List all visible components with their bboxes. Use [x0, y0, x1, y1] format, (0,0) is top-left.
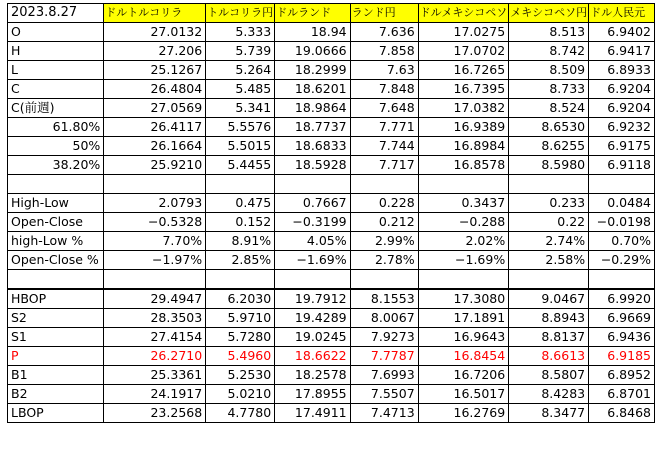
empty-cell[interactable] — [206, 270, 275, 290]
value-cell[interactable]: 7.858 — [350, 42, 418, 61]
value-cell[interactable]: 16.7395 — [418, 80, 509, 99]
value-cell[interactable]: 7.70% — [104, 232, 206, 251]
value-cell[interactable]: 24.1917 — [104, 385, 206, 404]
value-cell[interactable]: 17.1891 — [418, 309, 509, 328]
value-cell[interactable]: 19.0245 — [275, 328, 350, 347]
value-cell[interactable]: 17.3080 — [418, 289, 509, 309]
value-cell[interactable]: 16.8454 — [418, 347, 509, 366]
value-cell[interactable]: 16.5017 — [418, 385, 509, 404]
row-label[interactable]: HBOP — [8, 289, 104, 309]
value-cell[interactable]: 0.70% — [589, 232, 655, 251]
row-label[interactable]: L — [8, 61, 104, 80]
row-label[interactable]: B1 — [8, 366, 104, 385]
value-cell[interactable]: 17.0382 — [418, 99, 509, 118]
value-cell[interactable]: 27.0132 — [104, 23, 206, 42]
value-cell[interactable]: 6.9232 — [589, 118, 655, 137]
value-cell[interactable]: 18.6622 — [275, 347, 350, 366]
value-cell[interactable]: 2.02% — [418, 232, 509, 251]
value-cell[interactable]: 5.9710 — [206, 309, 275, 328]
value-cell[interactable]: 8.1553 — [350, 289, 418, 309]
table-body — [8, 4, 655, 423]
empty-cell[interactable] — [206, 175, 275, 194]
table-row — [8, 42, 655, 61]
value-cell[interactable]: 7.63 — [350, 61, 418, 80]
value-cell[interactable]: 19.7912 — [275, 289, 350, 309]
empty-row — [8, 270, 655, 290]
column-header[interactable]: メキシコペソ円 — [509, 4, 589, 23]
empty-cell[interactable] — [350, 175, 418, 194]
value-cell[interactable]: 2.58% — [509, 251, 589, 270]
empty-cell[interactable] — [275, 175, 350, 194]
value-cell[interactable]: 4.7780 — [206, 404, 275, 423]
value-cell[interactable]: 5.2530 — [206, 366, 275, 385]
value-cell[interactable]: 7.6993 — [350, 366, 418, 385]
value-cell[interactable]: 17.8955 — [275, 385, 350, 404]
value-cell[interactable]: 0.212 — [350, 213, 418, 232]
value-cell[interactable]: 6.9920 — [589, 289, 655, 309]
value-cell[interactable]: 6.8952 — [589, 366, 655, 385]
row-label[interactable]: C(前週) — [8, 99, 104, 118]
row-label[interactable]: H — [8, 42, 104, 61]
value-cell[interactable]: 16.7206 — [418, 366, 509, 385]
value-cell[interactable]: 26.4117 — [104, 118, 206, 137]
value-cell[interactable]: 6.8701 — [589, 385, 655, 404]
value-cell[interactable]: −0.29% — [589, 251, 655, 270]
value-cell[interactable]: 28.3503 — [104, 309, 206, 328]
value-cell[interactable]: 2.99% — [350, 232, 418, 251]
value-cell[interactable]: 0.233 — [509, 194, 589, 213]
value-cell[interactable]: 7.717 — [350, 156, 418, 175]
empty-cell[interactable] — [350, 270, 418, 290]
value-cell[interactable]: 4.05% — [275, 232, 350, 251]
value-cell[interactable]: 18.5928 — [275, 156, 350, 175]
value-cell[interactable]: 7.5507 — [350, 385, 418, 404]
value-cell[interactable]: 8.6613 — [509, 347, 589, 366]
column-header[interactable]: ドルトルコリラ — [104, 4, 206, 23]
value-cell[interactable]: 16.8578 — [418, 156, 509, 175]
value-cell[interactable]: 26.1664 — [104, 137, 206, 156]
value-cell[interactable]: −0.288 — [418, 213, 509, 232]
value-cell[interactable]: 8.733 — [509, 80, 589, 99]
value-cell[interactable]: 18.6833 — [275, 137, 350, 156]
value-cell[interactable]: 5.341 — [206, 99, 275, 118]
column-header[interactable]: ランド円 — [350, 4, 418, 23]
value-cell[interactable]: 16.2769 — [418, 404, 509, 423]
value-cell[interactable]: 6.9669 — [589, 309, 655, 328]
row-label[interactable]: 38.20% — [8, 156, 104, 175]
value-cell[interactable]: 7.744 — [350, 137, 418, 156]
value-cell[interactable]: 6.8468 — [589, 404, 655, 423]
table-row — [8, 404, 655, 423]
value-cell[interactable]: 8.8943 — [509, 309, 589, 328]
value-cell[interactable]: 8.513 — [509, 23, 589, 42]
empty-cell[interactable] — [509, 270, 589, 290]
value-cell[interactable]: 26.4804 — [104, 80, 206, 99]
value-cell[interactable]: 23.2568 — [104, 404, 206, 423]
empty-cell[interactable] — [104, 270, 206, 290]
row-label[interactable]: S2 — [8, 309, 104, 328]
value-cell[interactable]: −1.69% — [275, 251, 350, 270]
value-cell[interactable]: 6.2030 — [206, 289, 275, 309]
table-row — [8, 385, 655, 404]
empty-cell[interactable] — [8, 270, 104, 290]
value-cell[interactable]: 8.524 — [509, 99, 589, 118]
value-cell[interactable]: 17.0702 — [418, 42, 509, 61]
table-row — [8, 232, 655, 251]
column-header[interactable]: ドルランド — [275, 4, 350, 23]
value-cell[interactable]: 6.9204 — [589, 99, 655, 118]
row-label[interactable]: B2 — [8, 385, 104, 404]
value-cell[interactable]: 25.1267 — [104, 61, 206, 80]
value-cell[interactable]: 16.8984 — [418, 137, 509, 156]
value-cell[interactable]: 16.7265 — [418, 61, 509, 80]
value-cell[interactable]: 19.0666 — [275, 42, 350, 61]
column-header[interactable]: ドルメキシコペソ — [418, 4, 509, 23]
row-label[interactable]: LBOP — [8, 404, 104, 423]
value-cell[interactable]: 27.4154 — [104, 328, 206, 347]
table-row — [8, 156, 655, 175]
row-label[interactable]: C — [8, 80, 104, 99]
table-row — [8, 61, 655, 80]
fx-pivot-table — [7, 3, 655, 423]
value-cell[interactable]: 8.4283 — [509, 385, 589, 404]
value-cell[interactable]: −0.5328 — [104, 213, 206, 232]
value-cell[interactable]: 7.7787 — [350, 347, 418, 366]
value-cell[interactable]: 8.509 — [509, 61, 589, 80]
value-cell[interactable]: 17.0275 — [418, 23, 509, 42]
value-cell[interactable]: 9.0467 — [509, 289, 589, 309]
row-label[interactable]: High-Low — [8, 194, 104, 213]
value-cell[interactable]: 0.3437 — [418, 194, 509, 213]
value-cell[interactable]: 6.9185 — [589, 347, 655, 366]
empty-cell[interactable] — [275, 270, 350, 290]
empty-cell[interactable] — [589, 175, 655, 194]
value-cell[interactable]: 5.333 — [206, 23, 275, 42]
table-row — [8, 251, 655, 270]
value-cell[interactable]: 6.9436 — [589, 328, 655, 347]
empty-cell[interactable] — [589, 270, 655, 290]
value-cell[interactable]: 2.74% — [509, 232, 589, 251]
value-cell[interactable]: 5.264 — [206, 61, 275, 80]
value-cell[interactable]: −0.0198 — [589, 213, 655, 232]
column-header[interactable]: ドル人民元 — [589, 4, 655, 23]
value-cell[interactable]: 7.848 — [350, 80, 418, 99]
value-cell[interactable]: 7.9273 — [350, 328, 418, 347]
value-cell[interactable]: 8.5807 — [509, 366, 589, 385]
value-cell[interactable]: 2.78% — [350, 251, 418, 270]
empty-cell[interactable] — [418, 175, 509, 194]
table-row — [8, 309, 655, 328]
value-cell[interactable]: 18.7737 — [275, 118, 350, 137]
value-cell[interactable]: 8.0067 — [350, 309, 418, 328]
empty-cell[interactable] — [418, 270, 509, 290]
value-cell[interactable]: −1.69% — [418, 251, 509, 270]
value-cell[interactable]: 6.8933 — [589, 61, 655, 80]
empty-row — [8, 175, 655, 194]
table-row — [8, 80, 655, 99]
date-cell[interactable]: 2023.8.27 — [8, 4, 104, 23]
empty-cell[interactable] — [8, 175, 104, 194]
row-label[interactable]: O — [8, 23, 104, 42]
value-cell[interactable]: 5.5576 — [206, 118, 275, 137]
value-cell[interactable]: 16.9389 — [418, 118, 509, 137]
empty-cell[interactable] — [104, 175, 206, 194]
value-cell[interactable]: 7.648 — [350, 99, 418, 118]
table-row — [8, 23, 655, 42]
row-label[interactable]: Open-Close % — [8, 251, 104, 270]
value-cell[interactable]: 5.4455 — [206, 156, 275, 175]
row-label[interactable]: 61.80% — [8, 118, 104, 137]
table-row — [8, 137, 655, 156]
value-cell[interactable]: 27.206 — [104, 42, 206, 61]
value-cell[interactable]: −1.97% — [104, 251, 206, 270]
table-row — [8, 328, 655, 347]
value-cell[interactable]: 19.4289 — [275, 309, 350, 328]
row-label[interactable]: Open-Close — [8, 213, 104, 232]
value-cell[interactable]: 29.4947 — [104, 289, 206, 309]
table-row — [8, 366, 655, 385]
value-cell[interactable]: 8.91% — [206, 232, 275, 251]
empty-cell[interactable] — [509, 175, 589, 194]
value-cell[interactable]: 8.6530 — [509, 118, 589, 137]
row-label[interactable]: 50% — [8, 137, 104, 156]
value-cell[interactable]: 27.0569 — [104, 99, 206, 118]
value-cell[interactable]: 8.6255 — [509, 137, 589, 156]
value-cell[interactable]: 6.9402 — [589, 23, 655, 42]
value-cell[interactable]: 0.0484 — [589, 194, 655, 213]
value-cell[interactable]: 18.2578 — [275, 366, 350, 385]
value-cell[interactable]: 5.7280 — [206, 328, 275, 347]
value-cell[interactable]: 5.485 — [206, 80, 275, 99]
value-cell[interactable]: 7.636 — [350, 23, 418, 42]
value-cell[interactable]: 0.7667 — [275, 194, 350, 213]
value-cell[interactable]: 7.4713 — [350, 404, 418, 423]
value-cell[interactable]: 5.0210 — [206, 385, 275, 404]
value-cell[interactable]: 5.5015 — [206, 137, 275, 156]
header-row — [8, 4, 655, 23]
table-row — [8, 347, 655, 366]
value-cell[interactable]: 5.739 — [206, 42, 275, 61]
value-cell[interactable]: 8.5980 — [509, 156, 589, 175]
value-cell[interactable]: 18.2999 — [275, 61, 350, 80]
value-cell[interactable]: 6.9204 — [589, 80, 655, 99]
value-cell[interactable]: 0.22 — [509, 213, 589, 232]
value-cell[interactable]: 16.9643 — [418, 328, 509, 347]
value-cell[interactable]: 6.9417 — [589, 42, 655, 61]
table-row — [8, 289, 655, 309]
value-cell[interactable]: 6.9175 — [589, 137, 655, 156]
value-cell[interactable]: −0.3199 — [275, 213, 350, 232]
value-cell[interactable]: 18.9864 — [275, 99, 350, 118]
value-cell[interactable]: 5.4960 — [206, 347, 275, 366]
value-cell[interactable]: 0.475 — [206, 194, 275, 213]
row-label[interactable]: high-Low % — [8, 232, 104, 251]
value-cell[interactable]: 6.9118 — [589, 156, 655, 175]
value-cell[interactable]: 2.0793 — [104, 194, 206, 213]
value-cell[interactable]: 17.4911 — [275, 404, 350, 423]
value-cell[interactable]: 25.3361 — [104, 366, 206, 385]
row-label[interactable]: P — [8, 347, 104, 366]
value-cell[interactable]: 8.742 — [509, 42, 589, 61]
value-cell[interactable]: 25.9210 — [104, 156, 206, 175]
value-cell[interactable]: 2.85% — [206, 251, 275, 270]
table-row — [8, 99, 655, 118]
value-cell[interactable]: 18.6201 — [275, 80, 350, 99]
table-row — [8, 213, 655, 232]
table-row — [8, 118, 655, 137]
value-cell[interactable]: 7.771 — [350, 118, 418, 137]
value-cell[interactable]: 8.8137 — [509, 328, 589, 347]
value-cell[interactable]: 0.228 — [350, 194, 418, 213]
row-label[interactable]: S1 — [8, 328, 104, 347]
value-cell[interactable]: 18.94 — [275, 23, 350, 42]
value-cell[interactable]: 0.152 — [206, 213, 275, 232]
column-header[interactable]: トルコリラ円 — [206, 4, 275, 23]
value-cell[interactable]: 26.2710 — [104, 347, 206, 366]
table-row — [8, 194, 655, 213]
value-cell[interactable]: 8.3477 — [509, 404, 589, 423]
